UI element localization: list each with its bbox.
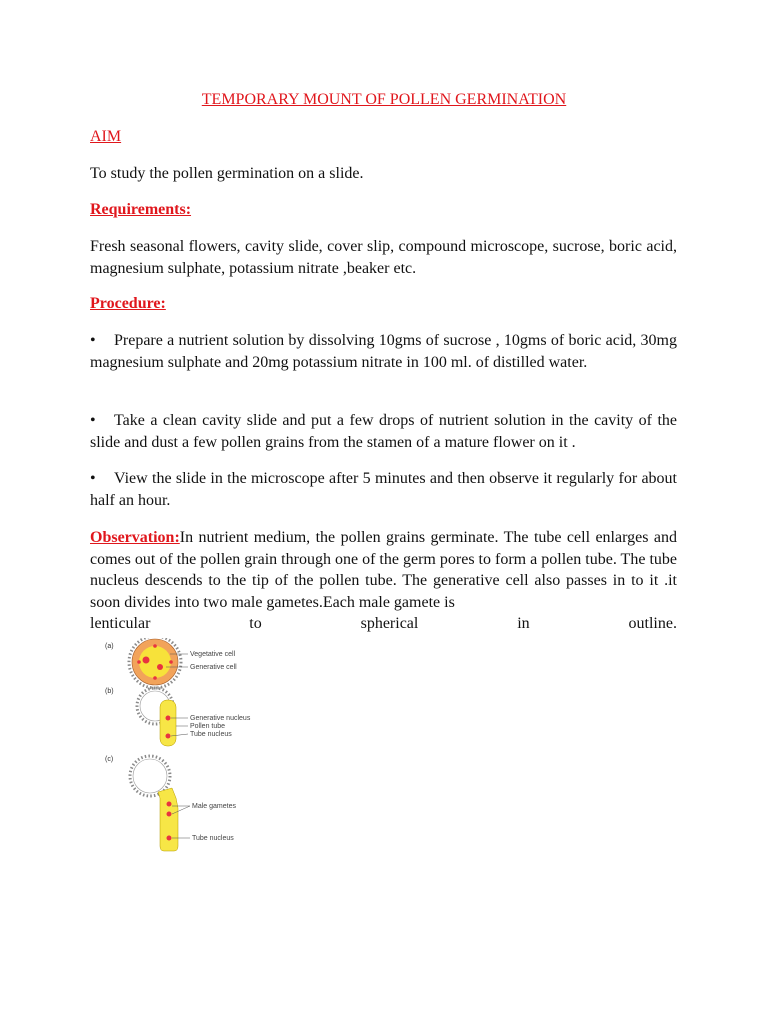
procedure-step-text: View the slide in the microscope after 5 minutes and then observe it regularly for about half an hour. — [90, 470, 677, 509]
label-tube-nucleus-b: Tube nucleus — [190, 731, 232, 738]
male-gamete-2 — [167, 812, 172, 817]
bullet-icon: • — [90, 332, 96, 349]
generative-nucleus — [157, 664, 163, 670]
observation-text: In nutrient medium, the pollen grains germinate. The tube cell enlarges and comes out of the pollen grain through one of the germ pores to form a pollen tube. The tube nucleus descends to the tip of the pollen tube. The generative cell also passes in to it .it soon divides into two male gametes.Each male gamete is — [90, 529, 677, 611]
generative-nucleus-b — [166, 716, 171, 721]
observation-word: in — [517, 615, 530, 632]
bullet-icon: • — [90, 412, 96, 429]
label-vegetative-cell: Vegetative cell — [190, 651, 236, 658]
pollen-grain-b — [137, 688, 176, 746]
label-tube-nucleus-c: Tube nucleus — [192, 835, 234, 842]
tube-nucleus-c — [167, 836, 172, 841]
panel-c-letter: (c) — [105, 756, 114, 763]
bullet-icon: • — [90, 470, 96, 487]
label-male-gametes: Male gametes — [192, 803, 236, 810]
observation-paragraph — [90, 527, 677, 635]
germ-pore-dot — [169, 660, 173, 664]
pollen-grain-a — [129, 638, 181, 688]
observation-label: Observation: — [90, 529, 180, 546]
observation-word: to — [249, 615, 262, 632]
male-gamete-1 — [167, 802, 172, 807]
pollen-figure-svg — [100, 638, 290, 853]
aim-text: To study the pollen germination on a slide. — [90, 165, 364, 182]
panel-b-letter: (b) — [105, 688, 114, 695]
procedure-heading: Procedure: — [90, 295, 166, 312]
observation-word: outline. — [628, 615, 677, 632]
germ-pore-dot — [137, 660, 141, 664]
page-title: TEMPORARY MOUNT OF POLLEN GERMINATION — [201, 91, 567, 108]
pollen-tube-c — [158, 788, 178, 851]
vegetative-nucleus — [143, 657, 150, 664]
requirements-heading: Requirements: — [90, 201, 192, 218]
pollen-tube-b — [160, 700, 176, 746]
label-generative-nucleus: Generative nucleus — [190, 715, 251, 722]
procedure-step-text: Take a clean cavity slide and put a few drops of nutrient solution in the cavity of the slide and dust a few pollen grains from the stamen of a mature flower on it . — [90, 412, 677, 451]
observation-word: lenticular — [90, 615, 151, 632]
observation-last-line — [90, 613, 677, 635]
procedure-step-2 — [90, 410, 677, 453]
pollen-germination-figure — [100, 638, 290, 853]
procedure-step-text: Prepare a nutrient solution by dissolving 10gms of sucrose , 10gms of boric acid, 30mg magnesium sulphate and 20mg potassium nitrate in 100 ml. of distilled water. — [90, 332, 677, 371]
germ-pore-dot — [153, 676, 157, 680]
procedure-step-1 — [90, 330, 677, 373]
label-generative-cell: Generative cell — [190, 664, 237, 671]
procedure-step-3 — [90, 468, 677, 511]
pollen-grain-c — [130, 756, 178, 851]
aim-heading: AIM — [90, 128, 122, 145]
observation-word: spherical — [360, 615, 419, 632]
requirements-text: Fresh seasonal flowers, cavity slide, cover slip, compound microscope, sucrose, boric acid, magnesium sulphate, potassium nitrate ,beaker etc. — [90, 238, 677, 277]
label-pollen-tube: Pollen tube — [190, 723, 226, 730]
tube-nucleus-b — [166, 734, 171, 739]
panel-a-letter: (a) — [105, 643, 114, 650]
germ-pore-dot — [153, 644, 157, 648]
